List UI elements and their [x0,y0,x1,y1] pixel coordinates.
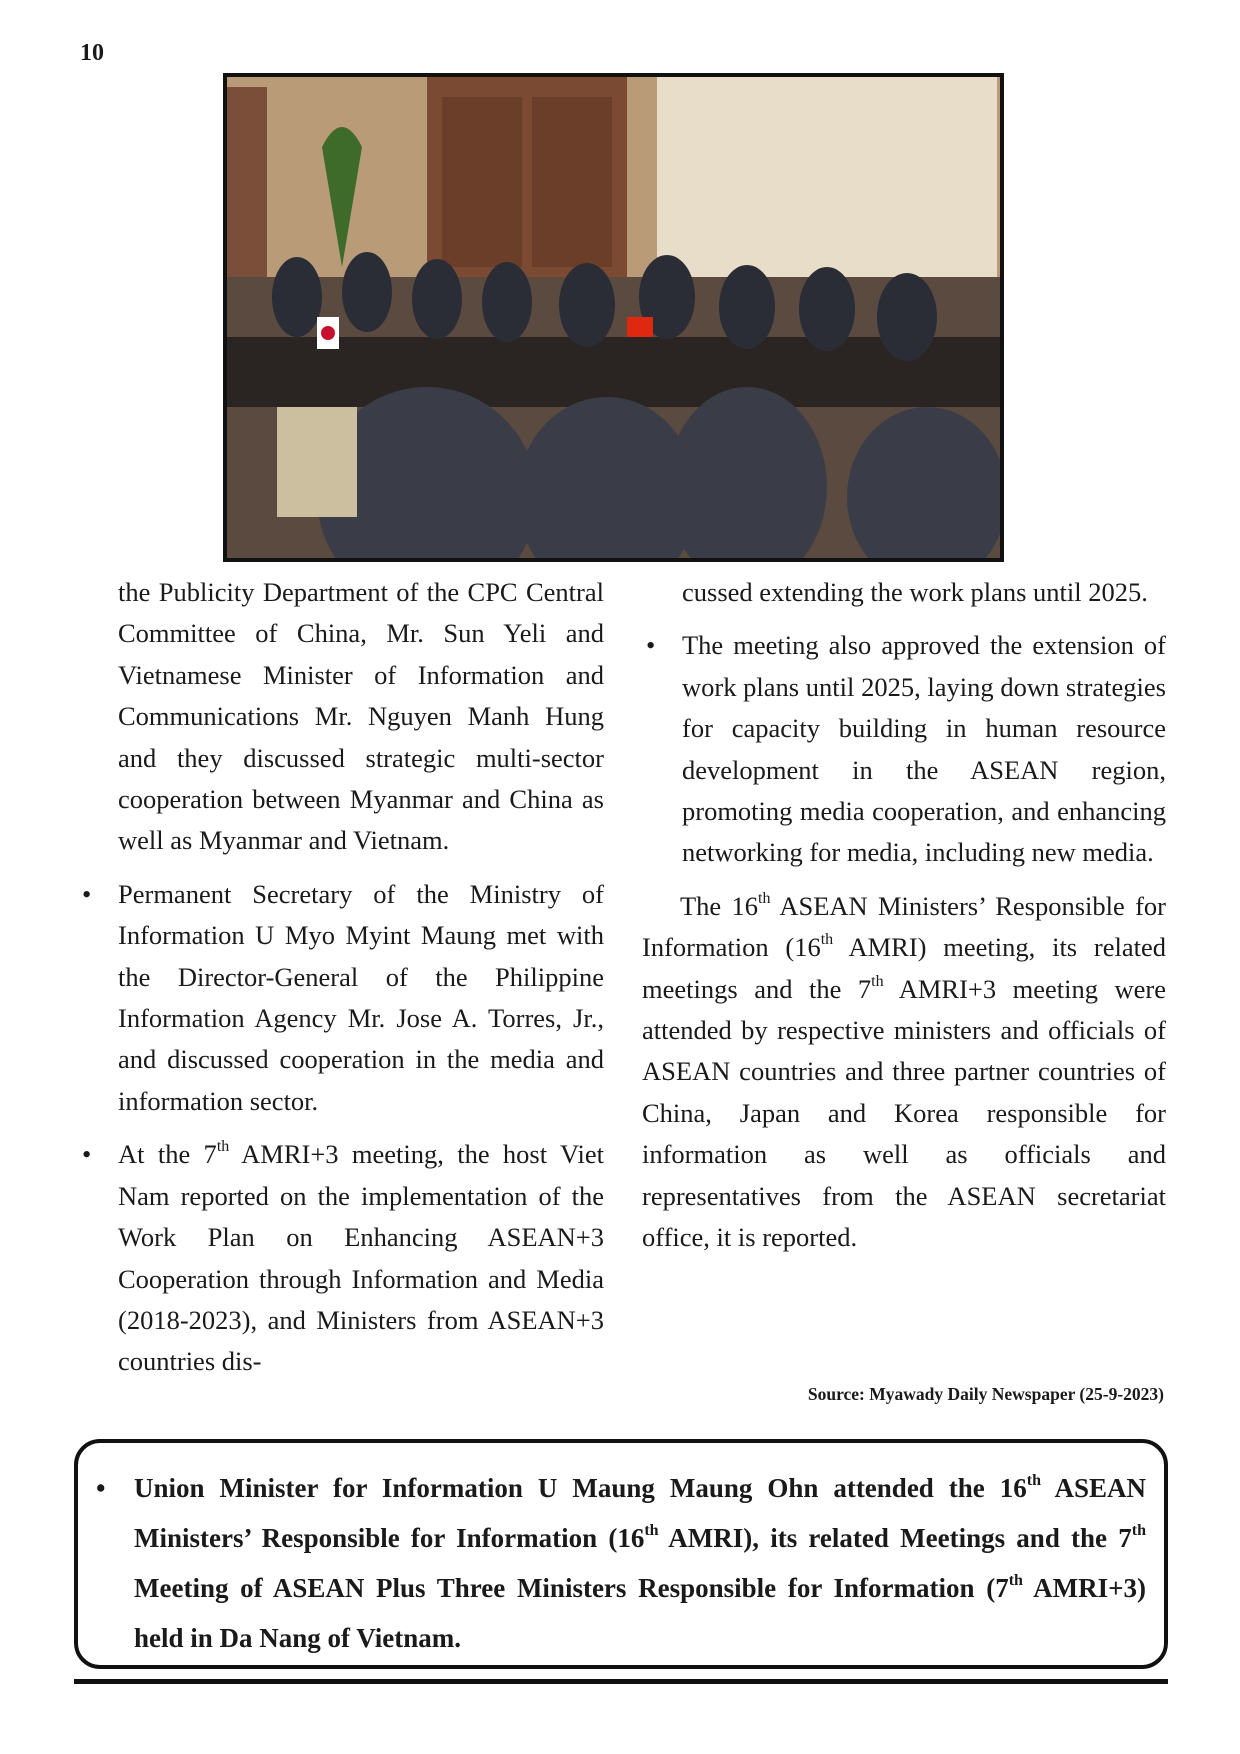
list-item [82,1134,604,1382]
meeting-photo [223,73,1004,562]
source-citation: Source: Myawady Daily Newspaper (25-9-2023) [807,1384,1164,1404]
closing-paragraph: The 16th ASEAN Ministers’ Responsible for Information (16th AMRI) meeting, its related meetings and the 7th AMRI+3 meeting were attended by respective ministers and officials of ASEAN countries and three partner countries of China, Japan and Korea responsible for information as well as officials and representatives from the ASEAN secretariat office, it is reported. [642,889,1167,1253]
left-column [82,572,604,1395]
left-continuation-paragraph: the Publicity Department of the CPC Central Committee of China, Mr. Sun Yeli and Vietnamese Minister of Information and Communications Mr. Nguyen Manh Hung and they discussed strategic multi-sector cooperation between Myanmar and China as well as Myanmar and Vietnam. [118,577,604,856]
bullet-icon: • [96,1473,106,1503]
page-number: 10 [80,40,104,66]
callout-text: Union Minister for Information U Maung Maung Ohn attended the 16th ASEAN Ministers’ Responsible for Information (16th AMRI), its related Meetings and the 7th Meeting of ASEAN Plus Three Ministers Responsible for Information (7th AMRI+3) held in Da Nang of Vietnam. [134,1472,1147,1653]
list-item [82,874,604,1122]
bullet-text: Permanent Secretary of the Ministry of Information U Myo Myint Maung met with the Director-General of the Philippine Information Agency Mr. Jose A. Torres, Jr., and discussed cooperation in the media and information sector. [118,878,604,1116]
meeting-photo-illustration [227,77,1000,558]
bullet-text: The meeting also approved the extension of work plans until 2025, laying down strategies for capacity building in human resource development in the ASEAN region, promoting media cooperation, and enhancing networking for media, including new media. [682,630,1166,868]
bullet-icon: • [646,630,656,661]
highlight-callout-box [74,1439,1168,1669]
right-column [642,572,1166,1271]
bullet-text: At the 7th AMRI+3 meeting, the host Viet Nam reported on the implementation of the Work Plan on Enhancing ASEAN+3 Cooperation through Information and Media (2018-2023), and Ministers from ASEAN+3 countries dis- [118,1138,604,1377]
bullet-icon: • [82,878,92,909]
list-item [646,625,1166,873]
bottom-rule-divider [74,1679,1168,1684]
right-continuation-paragraph: cussed extending the work plans until 2025. [682,577,1148,607]
bullet-icon: • [82,1139,92,1170]
